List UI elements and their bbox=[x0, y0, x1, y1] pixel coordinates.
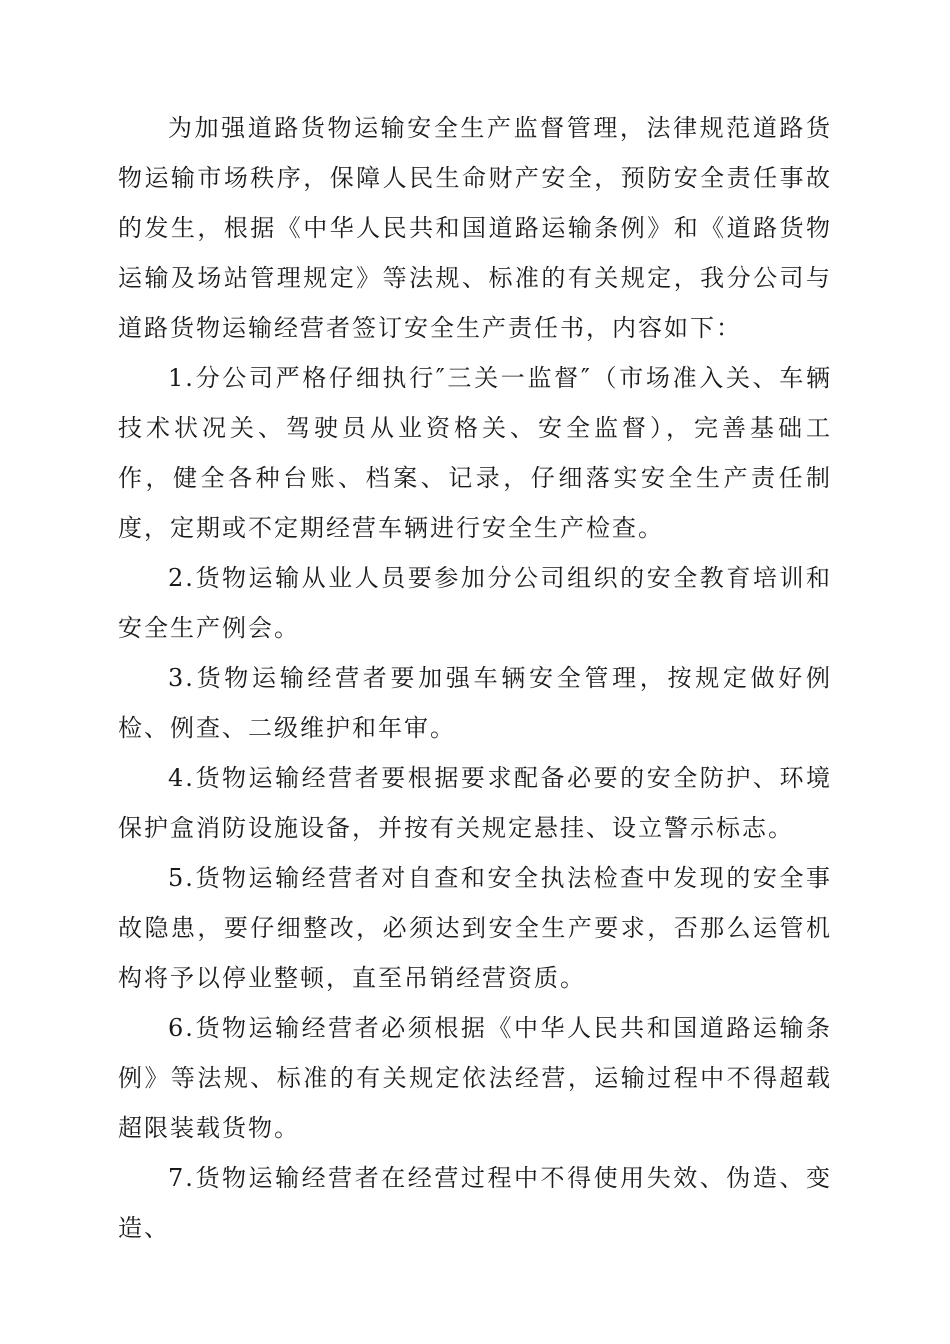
clause-7-paragraph: 7.货物运输经营者在经营过程中不得使用失效、伪造、变造、 bbox=[118, 1164, 832, 1242]
clause-1-paragraph: 1.分公司严格仔细执行″三关一监督″（市场准入关、车辆技术状况关、驾驶员从业资格关、安全监督），完善基础工作，健全各种台账、档案、记录，仔细落实安全生产责任制度，定期或不定期经营车辆进行安全生产检查。 bbox=[118, 364, 832, 542]
document-body bbox=[118, 103, 832, 1253]
clause-5-paragraph: 5.货物运输经营者对自查和安全执法检查中发现的安全事故隐患，要仔细整改，必须达到安全生产要求，否那么运管机构将予以停业整顿，直至吊销经营资质。 bbox=[118, 864, 832, 992]
clause-6-paragraph: 6.货物运输经营者必须根据《中华人民共和国道路运输条例》等法规、标准的有关规定依法经营，运输过程中不得超载超限装载货物。 bbox=[118, 1014, 832, 1142]
clause-4-paragraph: 4.货物运输经营者要根据要求配备必要的安全防护、环境保护盒消防设施设备，并按有关规定悬挂、设立警示标志。 bbox=[118, 764, 832, 842]
clause-2-paragraph: 2.货物运输从业人员要参加分公司组织的安全教育培训和安全生产例会。 bbox=[118, 564, 832, 642]
clause-3-paragraph: 3.货物运输经营者要加强车辆安全管理，按规定做好例检、例查、二级维护和年审。 bbox=[118, 664, 832, 742]
intro-paragraph: 为加强道路货物运输安全生产监督管理，法律规范道路货物运输市场秩序，保障人民生命财产安全，预防安全责任事故的发生，根据《中华人民共和国道路运输条例》和《道路货物运输及场站管理规定》等法规、标准的有关规定，我分公司与道路货物运输经营者签订安全生产责任书，内容如下： bbox=[118, 114, 832, 342]
